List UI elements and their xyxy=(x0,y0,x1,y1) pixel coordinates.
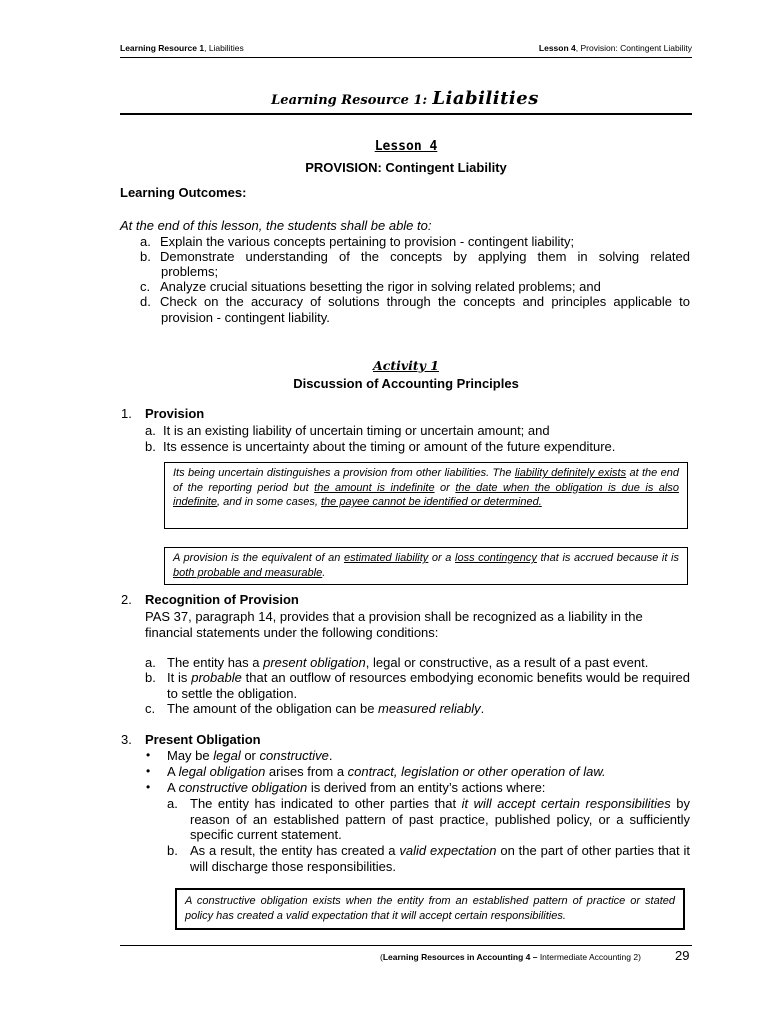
section-number: 1. xyxy=(121,406,132,421)
header-rule xyxy=(120,57,692,58)
list-item: It is an existing liability of uncertain timing or uncertain amount; and xyxy=(163,423,550,438)
outcome-item-cont: provision - contingent liability. xyxy=(161,310,330,325)
section-number: 3. xyxy=(121,732,132,747)
outcome-item: Explain the various concepts pertaining to provision - contingent liability; xyxy=(160,234,575,249)
list-marker: b. xyxy=(145,670,156,685)
learning-outcomes-heading: Learning Outcomes: xyxy=(120,185,247,200)
list-item: The entity has a present obligation, legal or constructive, as a result of a past event. xyxy=(167,655,649,670)
list-item: The amount of the obligation can be measured reliably. xyxy=(167,701,485,716)
section-heading-recognition: Recognition of Provision xyxy=(145,592,299,607)
outcome-item: Analyze crucial situations besetting the rigor in solving related problems; and xyxy=(160,279,601,294)
list-marker: a. xyxy=(167,796,178,811)
section-number: 2. xyxy=(121,592,132,607)
list-marker: c. xyxy=(145,701,156,716)
list-marker: a. xyxy=(145,655,156,670)
title-rule xyxy=(120,113,692,115)
outcome-marker: d. xyxy=(140,294,151,309)
list-item: Its essence is uncertainty about the timing or amount of the future expenditure. xyxy=(163,439,616,454)
outcome-item: Check on the accuracy of solutions through the concepts and principles applicable to xyxy=(160,294,690,309)
section-heading-provision: Provision xyxy=(145,406,205,421)
activity-subtitle: Discussion of Accounting Principles xyxy=(293,376,519,391)
outcome-marker: c. xyxy=(140,279,151,294)
note-box-provision-equivalent: A provision is the equivalent of an estimated liability or a loss contingency that is accrued because it is both probable and measurable. xyxy=(164,547,688,585)
lesson-subtitle: PROVISION: Contingent Liability xyxy=(305,160,507,175)
outcome-item-cont: problems; xyxy=(161,264,219,279)
bullet-icon: • xyxy=(146,748,151,762)
page-number: 29 xyxy=(675,948,690,963)
note-box-constructive-obligation: A constructive obligation exists when the entity from an established pattern of practice or stated policy has created a valid expectation that it will accept certain responsibilities. xyxy=(175,888,685,930)
lesson-number: Lesson 4 xyxy=(374,139,438,154)
section-intro: PAS 37, paragraph 14, provides that a provision shall be recognized as a liability in the financial statements under the following conditions: xyxy=(145,609,643,640)
activity-title: Activity 1 xyxy=(373,358,439,373)
footer-citation: (Learning Resources in Accounting 4 – Intermediate Accounting 2) xyxy=(380,952,641,962)
outcome-marker: b. xyxy=(140,249,151,264)
list-marker: a. xyxy=(145,423,156,438)
section-heading-present-obligation: Present Obligation xyxy=(145,732,261,747)
running-header-left: Learning Resource 1, Liabilities xyxy=(120,43,244,53)
bullet-item: A constructive obligation is derived from an entity’s actions where: xyxy=(167,780,546,795)
list-item: It is probable that an outflow of resources embodying economic benefits would be required to settle the obligation. xyxy=(167,670,690,701)
bullet-item: A legal obligation arises from a contract, legislation or other operation of law. xyxy=(167,764,606,779)
note-box-uncertainty: Its being uncertain distinguishes a provision from other liabilities. The liability definitely exists at the end of the reporting period but the amount is indefinite or the date when the obligation is due is also indefinite, and in some cases, the payee cannot be identified or determined. xyxy=(164,462,688,529)
footer-rule xyxy=(120,945,692,946)
page-title: Learning Resource 1: Liabilities xyxy=(271,88,539,109)
bullet-icon: • xyxy=(146,764,151,778)
list-marker: b. xyxy=(145,439,156,454)
outcomes-intro: At the end of this lesson, the students shall be able to: xyxy=(120,218,432,233)
outcome-marker: a. xyxy=(140,234,151,249)
bullet-icon: • xyxy=(146,780,151,794)
list-item: The entity has indicated to other parties that it will accept certain responsibilities by reason of an established pattern of past practice, published policy, or a sufficiently specific current statement. xyxy=(190,796,691,842)
outcome-item: Demonstrate understanding of the concepts by applying them in solving related xyxy=(160,249,690,264)
list-marker: b. xyxy=(167,843,178,858)
list-item: As a result, the entity has created a valid expectation on the part of other parties that it will discharge those responsibilities. xyxy=(190,843,690,874)
running-header-right: Lesson 4, Provision: Contingent Liability xyxy=(538,43,692,53)
bullet-item: May be legal or constructive. xyxy=(167,748,333,763)
